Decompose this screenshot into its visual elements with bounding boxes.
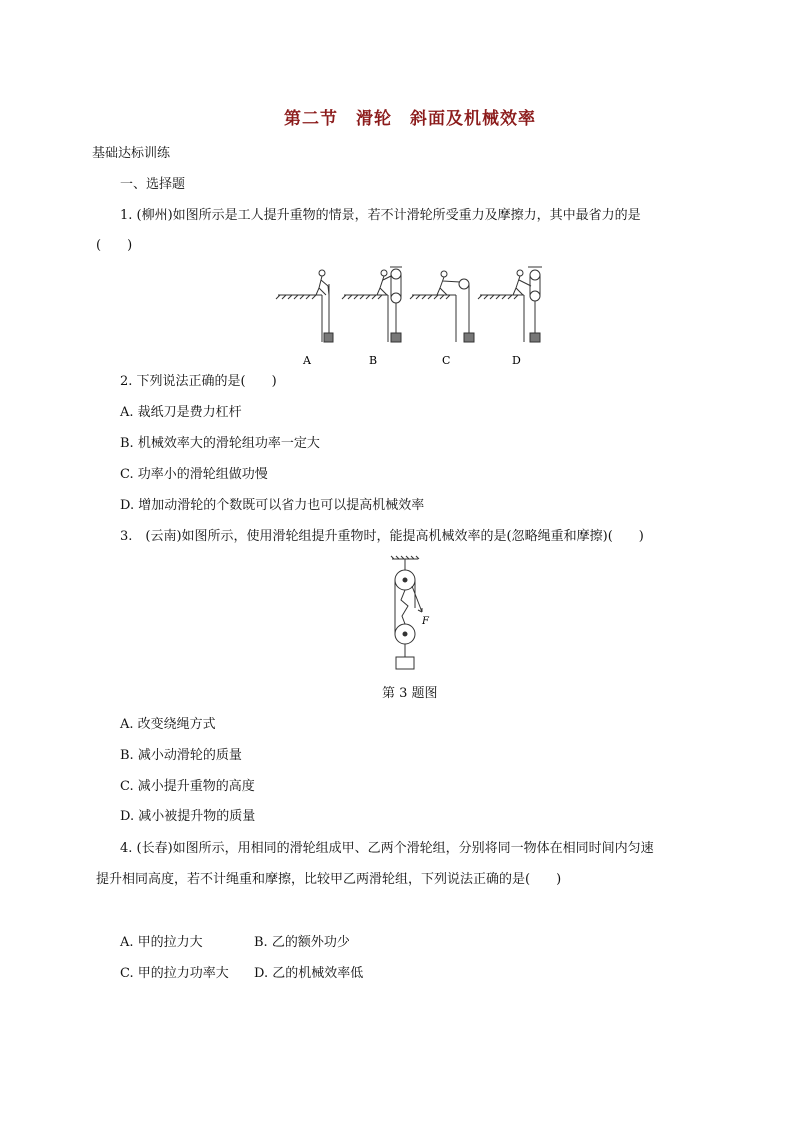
- q4-stem-line2: 提升相同高度，若不计绳重和摩擦，比较甲乙两滑轮组，下列说法正确的是( ): [96, 872, 562, 887]
- q1-fig-label-b: B: [369, 354, 378, 367]
- q1-stem-line2: ( ): [96, 238, 133, 253]
- q1-stem-line1: 1. (柳州)如图所示是工人提升重物的情景，若不计滑轮所受重力及摩擦力，其中最省力的是: [120, 208, 641, 223]
- part-heading: 一、选择题: [120, 177, 186, 192]
- q2-option-a: A. 裁纸刀是费力杠杆: [120, 405, 242, 420]
- q3-figure-caption: 第 3 题图: [382, 686, 438, 701]
- q2-option-c: C. 功率小的滑轮组做功慢: [120, 467, 268, 482]
- q1-fig-label-c: C: [442, 354, 451, 367]
- section-heading: 基础达标训练: [92, 146, 171, 161]
- q4-option-d: D. 乙的机械效率低: [254, 966, 364, 981]
- q2-stem: 2. 下列说法正确的是( ): [120, 374, 277, 389]
- q4-option-c: C. 甲的拉力功率大: [120, 966, 229, 981]
- q2-option-d: D. 增加动滑轮的个数既可以省力也可以提高机械效率: [120, 498, 425, 513]
- page-title: 第二节 滑轮 斜面及机械效率: [284, 109, 536, 129]
- q3-force-label: F: [422, 616, 429, 627]
- q3-option-c: C. 减小提升重物的高度: [120, 779, 255, 794]
- q1-figure: [276, 262, 566, 367]
- q3-pulley-figure: [378, 556, 438, 676]
- q3-stem: 3. (云南)如图所示，使用滑轮组提升重物时，能提高机械效率的是(忽略绳重和摩擦)( ): [120, 529, 644, 544]
- q3-option-a: A. 改变绕绳方式: [120, 717, 216, 732]
- q3-option-b: B. 减小动滑轮的质量: [120, 748, 242, 763]
- q4-option-b: B. 乙的额外功少: [254, 935, 350, 950]
- q4-option-a: A. 甲的拉力大: [120, 935, 203, 950]
- q3-option-d: D. 减小被提升物的质量: [120, 809, 256, 824]
- q4-stem-line1: 4. (长春)如图所示，用相同的滑轮组成甲、乙两个滑轮组，分别将同一物体在相同时间内匀速: [120, 841, 654, 856]
- q1-fig-label-d: D: [512, 354, 521, 367]
- q2-option-b: B. 机械效率大的滑轮组功率一定大: [120, 436, 320, 451]
- q1-fig-label-a: A: [303, 354, 311, 367]
